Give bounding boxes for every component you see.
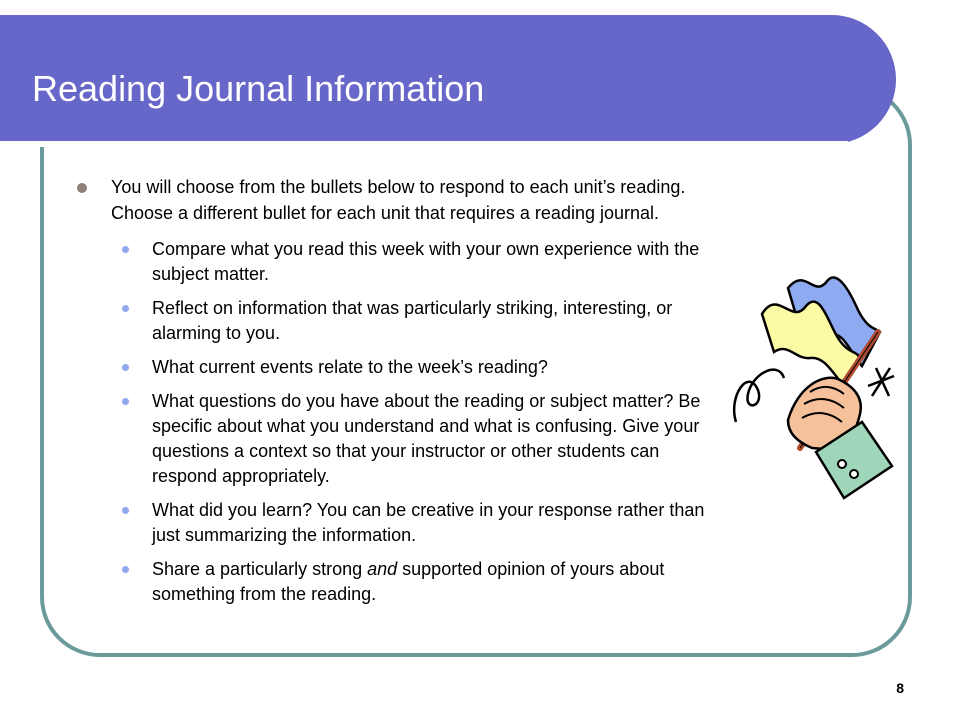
- slide-content: [72, 174, 712, 616]
- option-text-after: supported opinion of yours about something from the reading.: [152, 559, 665, 604]
- option-text: What current events relate to the week’s reading?: [152, 357, 548, 377]
- sub-bullet-dot-icon: [122, 246, 129, 253]
- slide-title: Reading Journal Information: [32, 68, 485, 109]
- sub-bullet-dot-icon: [122, 398, 129, 405]
- option-item: [111, 557, 712, 607]
- intro-text: You will choose from the bullets below to respond to each unit’s reading. Choose a different bullet for each unit that requires a reading journal.: [111, 177, 686, 223]
- page-number: 8: [896, 680, 904, 696]
- option-item: [111, 237, 712, 287]
- main-bullet-item: [72, 174, 712, 607]
- option-item: [111, 296, 712, 346]
- sub-bullet-dot-icon: [122, 364, 129, 371]
- star-mark: [868, 368, 894, 396]
- option-item: [111, 389, 712, 489]
- hand-holding-flag-icon: [726, 262, 896, 502]
- option-item: [111, 355, 712, 380]
- option-item: [111, 498, 712, 548]
- option-text-emphasis: and: [367, 559, 398, 579]
- option-text: Reflect on information that was particularly striking, interesting, or alarming to you.: [152, 298, 673, 343]
- bullet-dot-icon: [77, 183, 87, 193]
- option-text: Compare what you read this week with your own experience with the subject matter.: [152, 239, 700, 284]
- option-text: What questions do you have about the reading or subject matter? Be specific about what you understand and what is confusing. Give your questions a context so that your instructor or other students can respond appropriately.: [152, 391, 701, 486]
- sub-bullet-dot-icon: [122, 566, 129, 573]
- squiggle-line: [734, 370, 784, 422]
- title-underline: [0, 141, 848, 147]
- bullet-list: [72, 174, 712, 607]
- option-list: [111, 237, 712, 607]
- option-text-before: Share a particularly strong: [152, 559, 368, 579]
- cuff-button: [850, 470, 858, 478]
- title-bar: [0, 15, 896, 144]
- cuff-button: [838, 460, 846, 468]
- sub-bullet-dot-icon: [122, 507, 129, 514]
- sub-bullet-dot-icon: [122, 305, 129, 312]
- option-text: What did you learn? You can be creative in your response rather than just summarizing the information.: [152, 500, 705, 545]
